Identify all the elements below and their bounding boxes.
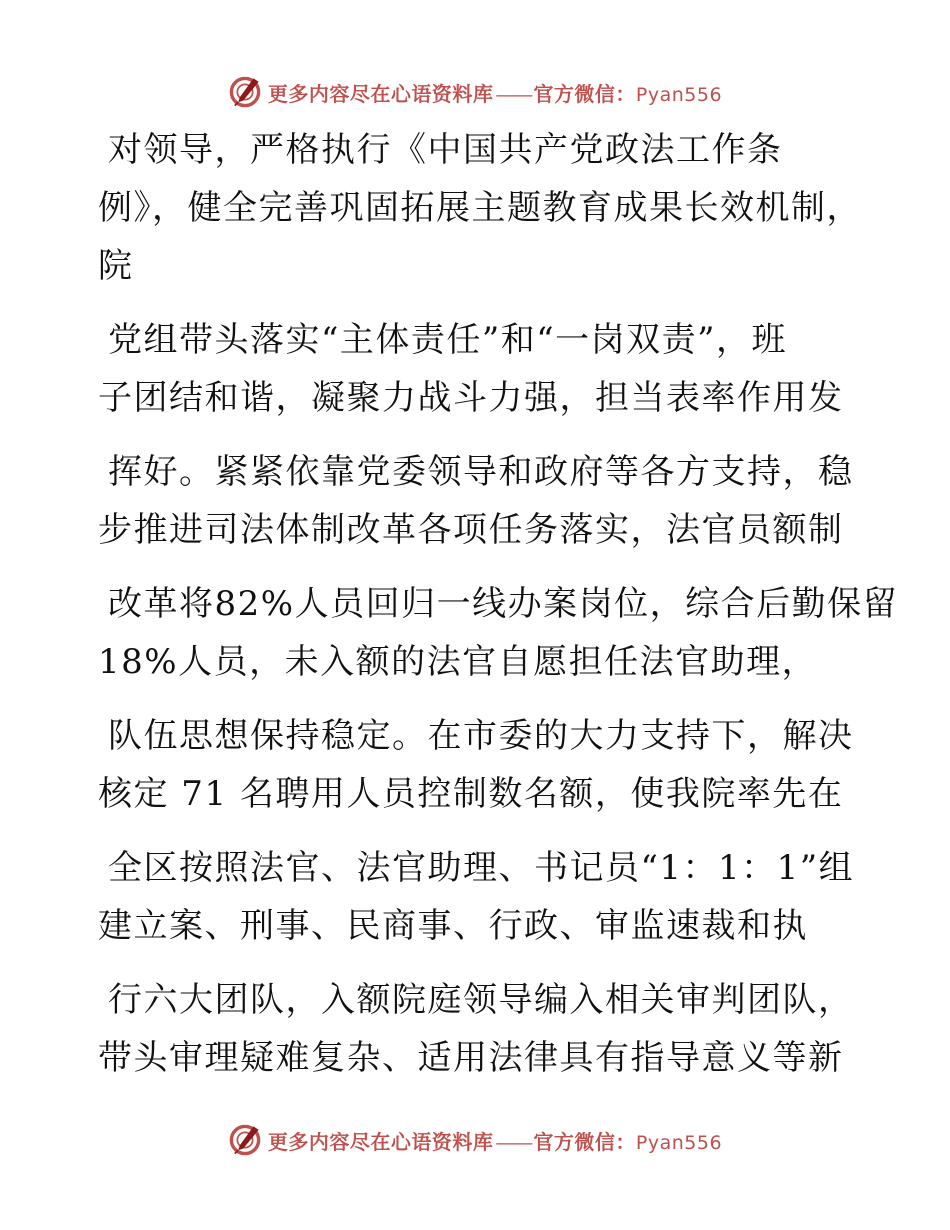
watermark-dash: —— bbox=[495, 81, 532, 106]
watermark-wechat-id: Pyan556 bbox=[635, 83, 723, 106]
text-line-14: 行六大团队，入额院庭领导编入相关审判团队， bbox=[108, 980, 854, 1020]
watermark-library-text: 更多内容尽在心语资料库 bbox=[267, 81, 494, 106]
text-line-2: 例》，健全完善巩固拓展主题教育成果长效机制， bbox=[98, 188, 862, 228]
text-line-1: 对领导，严格执行《中国共产党政法工作条 bbox=[108, 130, 783, 170]
watermark-official-text: 官方微信： bbox=[533, 81, 636, 106]
text-line-9: 18%人员，未入额的法官自愿担任法官助理， bbox=[98, 642, 818, 682]
pen-logo-icon bbox=[228, 1123, 262, 1157]
text-line-10: 队伍思想保持稳定。在市委的大力支持下，解决 bbox=[108, 716, 854, 756]
text-line-15: 带头审理疑难复杂、适用法律具有指导意义等新 bbox=[98, 1038, 844, 1078]
text-line-7: 步推进司法体制改革各项任务落实，法官员额制 bbox=[98, 510, 844, 550]
text-line-6: 挥好。紧紧依靠党委领导和政府等各方支持，稳 bbox=[108, 452, 854, 492]
text-line-13: 建立案、刑事、民商事、行政、审监速裁和执 bbox=[98, 906, 808, 946]
watermark-library-text: 更多内容尽在心语资料库 bbox=[267, 1129, 494, 1154]
text-line-8: 改革将82%人员回归一线办案岗位，综合后勤保留 bbox=[108, 584, 899, 624]
watermark-dash: —— bbox=[495, 1129, 532, 1154]
text-line-5: 子团结和谐，凝聚力战斗力强，担当表率作用发 bbox=[98, 378, 844, 418]
text-line-11: 核定 71 名聘用人员控制数名额，使我院率先在 bbox=[98, 774, 844, 814]
text-line-4: 党组带头落实“主体责任”和“一岗双责”，班 bbox=[108, 320, 788, 360]
text-line-3: 院 bbox=[98, 246, 134, 286]
watermark-official-text: 官方微信： bbox=[533, 1129, 636, 1154]
watermark-text bbox=[268, 1126, 722, 1155]
watermark-wechat-id: Pyan556 bbox=[635, 1131, 723, 1154]
footer-watermark bbox=[0, 1120, 950, 1160]
text-line-12: 全区按照法官、法官助理、书记员“1：1：1”组 bbox=[108, 848, 855, 888]
